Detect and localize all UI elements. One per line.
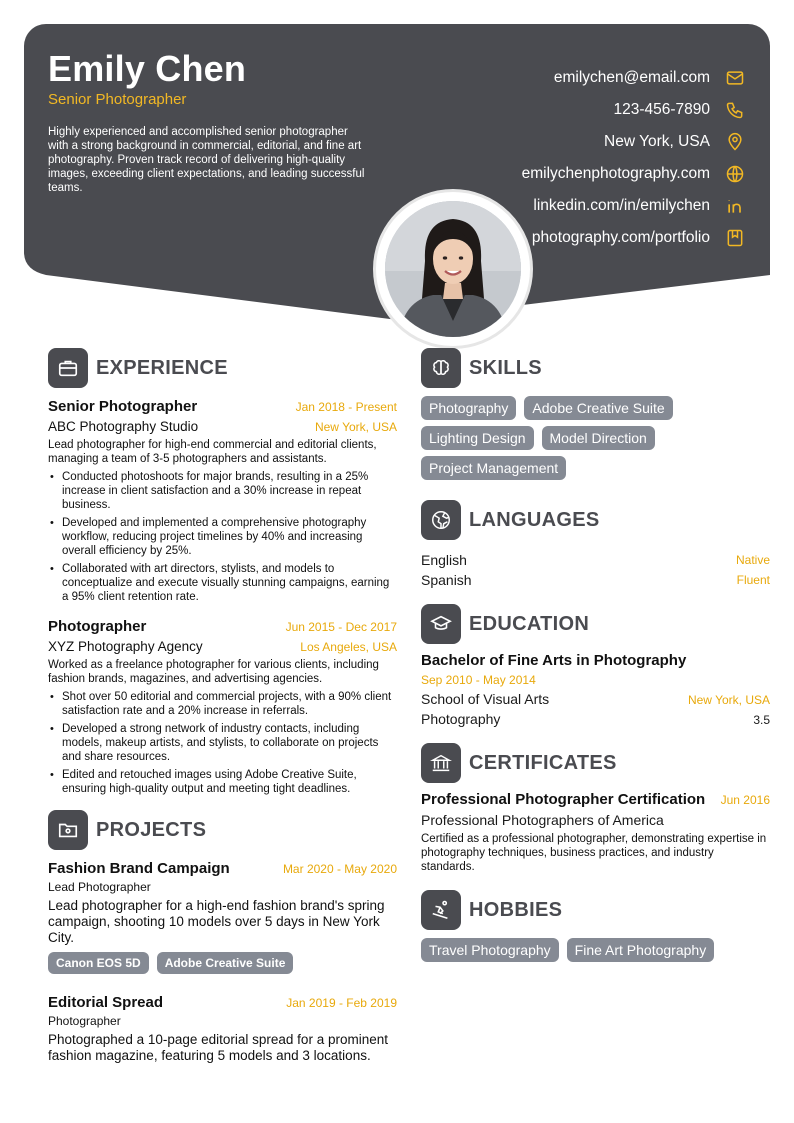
project-role: Lead Photographer bbox=[48, 880, 151, 894]
skill-tag: Adobe Creative Suite bbox=[524, 396, 672, 420]
bullet-item: • Developed and implemented a comprehensive photography workflow, reducing project timelines by 40% and increasing overall efficiency by 25%. bbox=[48, 516, 397, 558]
job-bullets bbox=[48, 690, 397, 796]
bookmark-icon bbox=[724, 227, 746, 249]
location-pin-icon bbox=[724, 131, 746, 153]
experience-heading bbox=[48, 348, 397, 388]
language-name: English bbox=[421, 552, 467, 568]
hobbies-list bbox=[421, 938, 770, 968]
right-column bbox=[421, 348, 770, 968]
profile-photo bbox=[385, 201, 521, 337]
projects-heading bbox=[48, 810, 397, 850]
degree-name: Bachelor of Fine Arts in Photography bbox=[421, 652, 687, 669]
hobbies-title: HOBBIES bbox=[469, 898, 563, 921]
candidate-title: Senior Photographer bbox=[48, 91, 187, 108]
institution-icon bbox=[421, 743, 461, 783]
project-title: Editorial Spread bbox=[48, 994, 164, 1011]
projects-title: PROJECTS bbox=[96, 818, 207, 841]
contact-email[interactable] bbox=[410, 62, 770, 94]
left-column bbox=[48, 348, 397, 1064]
skiing-icon bbox=[421, 890, 461, 930]
project-title: Fashion Brand Campaign bbox=[48, 860, 230, 877]
candidate-name: Emily Chen bbox=[48, 48, 247, 89]
languages-title: LANGUAGES bbox=[469, 508, 600, 531]
hobby-tag: Fine Art Photography bbox=[567, 938, 715, 962]
language-row bbox=[421, 550, 770, 570]
skill-tag: Photography bbox=[421, 396, 516, 420]
project-description: Lead photographer for a high-end fashion brand's spring campaign, shooting 10 models over 5 days in New York City. bbox=[48, 898, 385, 945]
language-level: Native bbox=[735, 553, 770, 567]
skills-heading bbox=[421, 348, 770, 388]
job-title: Senior Photographer bbox=[48, 398, 198, 415]
bullet-item: • Developed a strong network of industry contacts, including models, makeup artists, and stylists, to collaborate on projects and share resources. bbox=[48, 722, 397, 764]
globe-icon bbox=[724, 163, 746, 185]
certificate-date: Jun 2016 bbox=[720, 793, 770, 807]
experience-item bbox=[48, 618, 397, 796]
job-date: Jan 2018 - Present bbox=[295, 400, 397, 414]
contact-website[interactable] bbox=[410, 158, 770, 190]
language-level: Fluent bbox=[736, 573, 770, 587]
contact-portfolio-text[interactable]: photography.com/portfolio bbox=[531, 229, 710, 246]
project-description: Photographed a 10-page editorial spread for a prominent fashion magazine, featuring 5 models and 3 locations. bbox=[48, 1032, 388, 1063]
project-tag: Canon EOS 5D bbox=[48, 952, 149, 974]
email-icon bbox=[724, 67, 746, 89]
profile-summary: Highly experienced and accomplished senior photographer with a strong background in commercial, editorial, and fine art photography. Proven track record of delivering high-quality images, exceeding client expectations, and leading successful teams. bbox=[48, 126, 365, 194]
project-tag: Adobe Creative Suite bbox=[157, 952, 294, 974]
job-description: Worked as a freelance photographer for various clients, including fashion brands, magazines, and advertising agencies. bbox=[48, 659, 379, 685]
bullet-item: • Edited and retouched images using Adobe Creative Suite, ensuring high-quality output and meeting tight deadlines. bbox=[48, 768, 397, 796]
school-location: New York, USA bbox=[687, 693, 770, 707]
certificates-title: CERTIFICATES bbox=[469, 751, 617, 774]
job-bullets bbox=[48, 470, 397, 604]
hobbies-heading bbox=[421, 890, 770, 930]
company-name: ABC Photography Studio bbox=[48, 419, 199, 434]
bullet-item: • Conducted photoshoots for major brands, resulting in a 25% increase in client satisfaction and a 30% increase in repeat business. bbox=[48, 470, 397, 512]
contact-phone-text[interactable]: 123-456-7890 bbox=[613, 101, 710, 118]
profile-photo-frame bbox=[373, 189, 533, 349]
certificate-title: Professional Photographer Certification bbox=[421, 791, 706, 808]
school-name: School of Visual Arts bbox=[421, 691, 550, 707]
language-row bbox=[421, 570, 770, 590]
contact-email-text[interactable]: emilychen@email.com bbox=[553, 69, 710, 86]
folder-icon bbox=[48, 810, 88, 850]
education-heading bbox=[421, 604, 770, 644]
job-location: Los Angeles, USA bbox=[300, 640, 397, 654]
certificate-description: Certified as a professional photographer, demonstrating expertise in photography techniques, business practices, and industry standards. bbox=[421, 833, 767, 873]
job-description: Lead photographer for high-end commercial and editorial clients, managing a team of 3-5 photographers and assistants. bbox=[48, 439, 377, 465]
contact-phone[interactable] bbox=[410, 94, 770, 126]
skills-list bbox=[421, 396, 770, 486]
hobby-tag: Travel Photography bbox=[421, 938, 559, 962]
project-item bbox=[48, 994, 397, 1064]
job-location: New York, USA bbox=[314, 420, 397, 434]
education-date: Sep 2010 - May 2014 bbox=[421, 673, 536, 687]
certificate-issuer: Professional Photographers of America bbox=[421, 812, 664, 828]
job-title: Photographer bbox=[48, 618, 147, 635]
graduation-cap-icon bbox=[421, 604, 461, 644]
project-date: Jan 2019 - Feb 2019 bbox=[286, 996, 397, 1010]
contact-website-text[interactable]: emilychenphotography.com bbox=[521, 165, 710, 182]
bullet-item: • Shot over 50 editorial and commercial projects, with a 90% client satisfaction rate and a 20% increase in referrals. bbox=[48, 690, 397, 718]
contact-linkedin-text[interactable]: linkedin.com/in/emilychen bbox=[533, 197, 710, 214]
linkedin-icon bbox=[724, 195, 746, 217]
project-date: Mar 2020 - May 2020 bbox=[282, 862, 397, 876]
phone-icon bbox=[724, 99, 746, 121]
experience-item bbox=[48, 398, 397, 604]
project-item bbox=[48, 860, 397, 980]
skill-tag: Model Direction bbox=[542, 426, 655, 450]
skills-title: SKILLS bbox=[469, 356, 542, 379]
company-name: XYZ Photography Agency bbox=[48, 639, 203, 654]
bullet-item: • Collaborated with art directors, stylists, and models to conceptualize and execute visually stunning campaigns, earning a 95% client retention rate. bbox=[48, 562, 397, 604]
experience-title: EXPERIENCE bbox=[96, 356, 228, 379]
project-tags bbox=[48, 952, 397, 980]
education-gpa: 3.5 bbox=[753, 713, 770, 727]
education-field: Photography bbox=[421, 711, 501, 727]
languages-heading bbox=[421, 500, 770, 540]
briefcase-icon bbox=[48, 348, 88, 388]
contact-location bbox=[410, 126, 770, 158]
language-globe-icon bbox=[421, 500, 461, 540]
contact-location-text: New York, USA bbox=[604, 133, 710, 150]
education-title: EDUCATION bbox=[469, 612, 590, 635]
project-role: Photographer bbox=[48, 1014, 121, 1028]
skill-tag: Lighting Design bbox=[421, 426, 534, 450]
job-date: Jun 2015 - Dec 2017 bbox=[285, 620, 397, 634]
skill-tag: Project Management bbox=[421, 456, 566, 480]
brain-icon bbox=[421, 348, 461, 388]
language-name: Spanish bbox=[421, 572, 472, 588]
certificates-heading bbox=[421, 743, 770, 783]
